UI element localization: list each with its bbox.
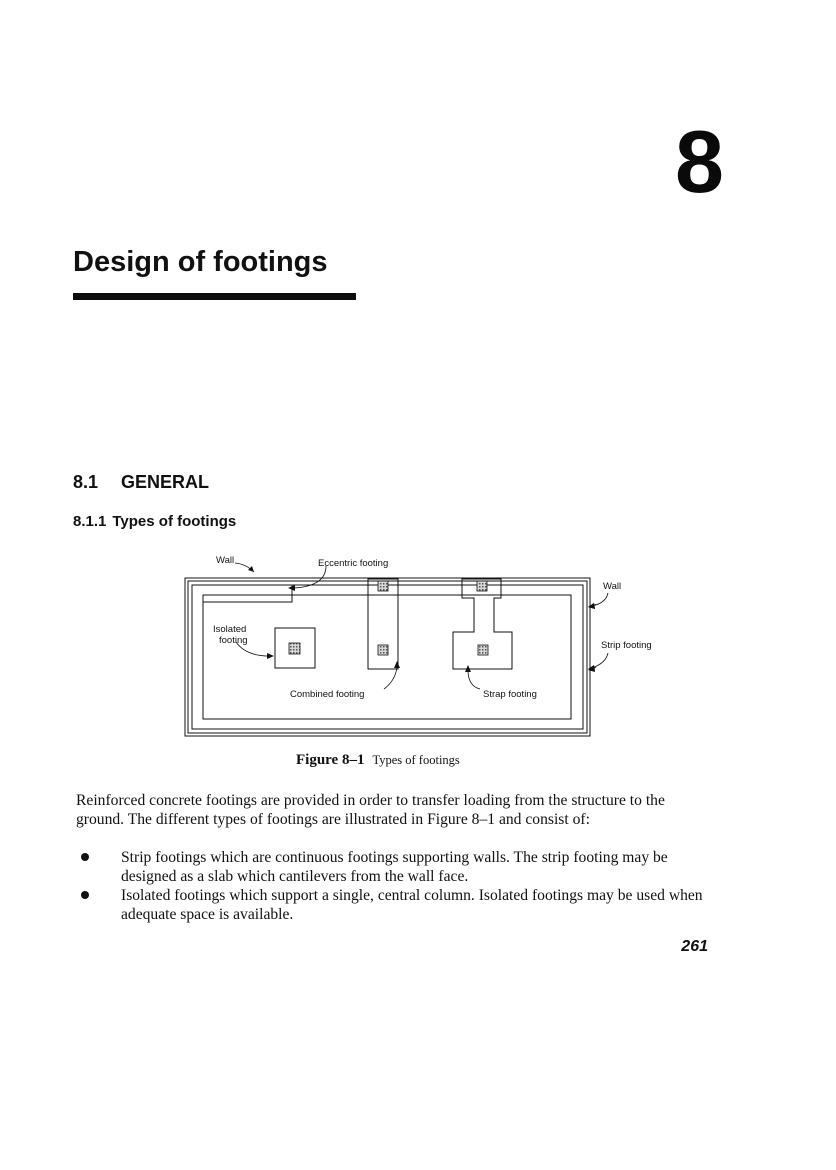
footings-figure: [176, 550, 596, 740]
label-strip: Strip footing: [601, 640, 652, 651]
figure-caption: [296, 752, 460, 769]
chapter-title: Design of footings: [73, 246, 328, 278]
column-combined-top: [378, 581, 388, 591]
column-strap-bottom: [478, 645, 488, 655]
strip-footing-inner: [203, 595, 571, 719]
label-isolated-2: footing: [219, 635, 248, 646]
wall-outline-2: [192, 585, 583, 729]
label-strap: Strap footing: [483, 689, 537, 700]
label-isolated-1: Isolated: [213, 624, 247, 635]
leader-strap: [468, 670, 480, 689]
subsection-number: 8.1.1: [73, 513, 107, 530]
section-number: 8.1: [73, 472, 99, 492]
figure-caption-label: Figure 8–1: [296, 752, 365, 768]
arrow-isolated: [267, 653, 274, 659]
body-paragraph: Reinforced concrete footings are provided in order to transfer loading from the structure to the ground. The different types of footings are illustrated in Figure 8–1 and consist of:: [76, 792, 665, 828]
section-title: GENERAL: [121, 472, 210, 492]
eccentric-footing: [192, 585, 292, 602]
figure-caption-text: Types of footings: [372, 753, 460, 767]
bullet-icon: [81, 891, 89, 899]
column-combined-bottom: [378, 645, 388, 655]
title-rule: [73, 293, 356, 300]
subsection-heading: [73, 513, 236, 530]
strap-footing: [453, 579, 512, 669]
bullet-icon: [81, 853, 89, 861]
chapter-number: 8: [675, 112, 724, 211]
column-strap-top: [477, 581, 487, 591]
label-eccentric: Eccentric footing: [318, 558, 389, 569]
page-number: 261: [681, 938, 708, 955]
list-item: [76, 848, 716, 886]
arrow-wall-top: [248, 566, 254, 572]
bullet-text: Isolated footings which support a single, central column. Isolated footings may be used when adequate space is available.: [121, 887, 703, 923]
column-isolated: [289, 643, 300, 654]
bullet-text: Strip footings which are continuous footings supporting walls. The strip footing may be designed as a slab which cantilevers from the wall face.: [121, 849, 668, 885]
subsection-title: Types of footings: [112, 513, 237, 530]
list-item: [76, 886, 716, 924]
wall-outline-1: [188, 581, 587, 733]
label-combined: Combined footing: [290, 689, 365, 700]
label-wall-top: Wall: [216, 555, 235, 566]
combined-footing: [368, 579, 398, 669]
label-wall-right: Wall: [603, 581, 622, 592]
bullet-list: [76, 848, 716, 924]
right-leaders: [586, 585, 616, 685]
arrow-combined: [394, 661, 400, 668]
section-heading: [73, 472, 209, 493]
